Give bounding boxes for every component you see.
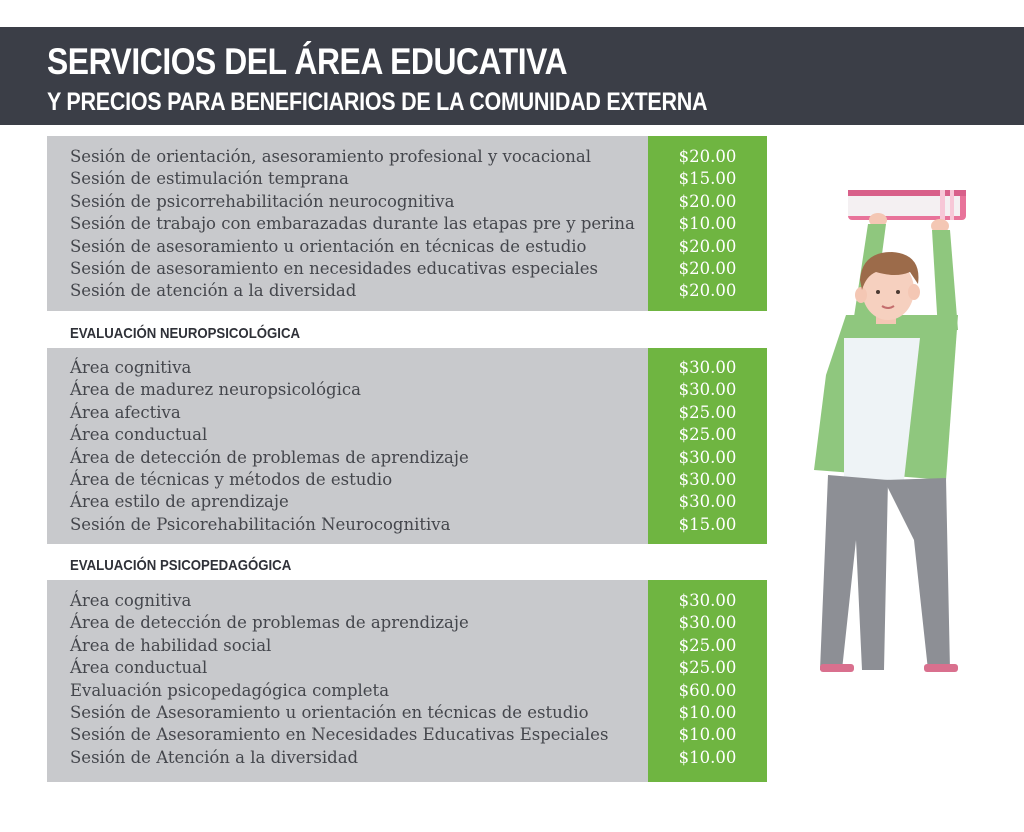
section-title-neuropsicologica: EVALUACIÓN NEUROPSICOLÓGICA (70, 325, 301, 342)
neuro-item-price: $25.00 (678, 402, 737, 422)
neuro-item-name: Área de detección de problemas de aprendizaje (70, 447, 469, 467)
neuro-item-price: $30.00 (678, 380, 737, 400)
psico-item-name: Área conductual (70, 658, 208, 678)
psico-item-price: $30.00 (678, 591, 737, 610)
service-price: $10.00 (678, 214, 737, 234)
psico-names-column (47, 580, 648, 782)
neuro-item-name: Área afectiva (70, 402, 181, 422)
neuro-prices-column (648, 348, 767, 544)
services-prices-column (648, 136, 767, 311)
neuro-item-price: $30.00 (678, 469, 737, 489)
student-holding-book-icon (800, 180, 1000, 680)
neuro-item-price: $15.00 (678, 514, 737, 534)
psicopedagogica-table (47, 580, 767, 782)
psico-item-price: $30.00 (678, 613, 737, 633)
section-title-psicopedagogica: EVALUACIÓN PSICOPEDAGÓGICA (70, 557, 292, 574)
psico-prices-column (648, 580, 767, 782)
service-price: $20.00 (678, 191, 737, 211)
service-name: Sesión de psicorrehabilitación neurocognitiva (70, 191, 455, 211)
psico-item-price: $25.00 (678, 658, 737, 678)
page-subtitle: Y PRECIOS PARA BENEFICIARIOS DE LA COMUNIDAD EXTERNA (47, 88, 708, 116)
psico-item-name: Sesión de Atención a la diversidad (70, 747, 359, 767)
service-price: $15.00 (678, 169, 737, 189)
service-name: Sesión de trabajo con embarazadas durante las etapas pre y perina (70, 214, 635, 234)
psico-item-name: Área de habilidad social (70, 635, 272, 655)
psico-item-name: Evaluación psicopedagógica completa (70, 680, 390, 700)
neuro-item-price: $25.00 (678, 425, 737, 445)
psico-item-price: $60.00 (678, 680, 737, 700)
neuro-names-column (47, 348, 648, 544)
neuro-item-name: Área de madurez neuropsicológica (70, 380, 361, 400)
psico-item-name: Sesión de Asesoramiento u orientación en técnicas de estudio (70, 702, 589, 722)
neuro-item-name: Área cognitiva (70, 358, 192, 377)
service-price: $20.00 (678, 147, 737, 166)
psico-item-name: Sesión de Asesoramiento en Necesidades Educativas Especiales (70, 725, 609, 745)
psico-item-price: $10.00 (678, 702, 737, 722)
service-name: Sesión de estimulación temprana (70, 169, 349, 189)
neuro-item-price: $30.00 (678, 358, 737, 377)
service-name: Sesión de asesoramiento u orientación en técnicas de estudio (70, 236, 587, 256)
page-title: SERVICIOS DEL ÁREA EDUCATIVA (47, 41, 568, 82)
psico-item-price: $25.00 (678, 635, 737, 655)
book-icon (848, 190, 966, 220)
services-names-column (47, 136, 648, 311)
neuro-item-name: Área conductual (70, 425, 208, 445)
service-price: $20.00 (678, 236, 737, 256)
neuro-item-price: $30.00 (678, 492, 737, 512)
psico-item-price: $10.00 (678, 725, 737, 745)
services-table (47, 136, 767, 311)
service-price: $20.00 (678, 281, 737, 301)
service-price: $20.00 (678, 258, 737, 278)
psico-item-name: Área de detección de problemas de aprendizaje (70, 613, 469, 633)
psico-item-name: Área cognitiva (70, 591, 192, 610)
psico-item-price: $10.00 (678, 747, 737, 767)
neuro-item-name: Área estilo de aprendizaje (70, 492, 289, 512)
neuro-item-name: Sesión de Psicorehabilitación Neurocognitiva (70, 514, 451, 534)
neuro-table (47, 348, 767, 544)
service-name: Sesión de atención a la diversidad (70, 281, 357, 301)
service-name: Sesión de asesoramiento en necesidades educativas especiales (70, 258, 598, 278)
service-name: Sesión de orientación, asesoramiento profesional y vocacional (70, 147, 592, 166)
neuro-item-name: Área de técnicas y métodos de estudio (70, 469, 393, 489)
neuro-item-price: $30.00 (678, 447, 737, 467)
